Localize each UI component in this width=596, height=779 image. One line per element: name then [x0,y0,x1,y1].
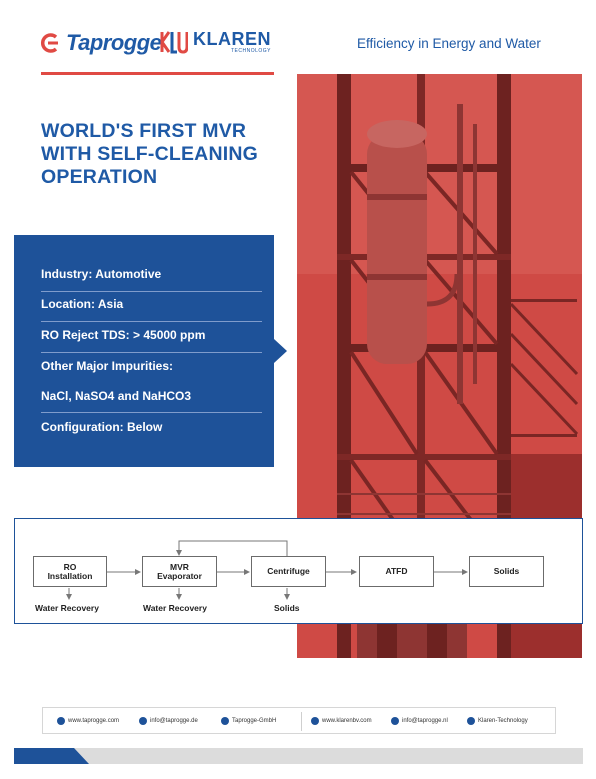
industry-text: Industry: Automotive [41,267,162,281]
page-title [41,120,301,189]
klaren-linkedin-text: Klaren-Technology [478,718,528,724]
process-flow-diagram [14,518,583,624]
info-divider [41,291,262,292]
taprogge-logo-icon [40,32,62,54]
taprogge-email-text: info@taprogge.de [150,718,198,724]
impurities-label: Other Major Impurities: [41,359,174,373]
klaren-website-link[interactable] [311,717,372,725]
ro-line-2: Installation [47,570,93,581]
tds-text: RO Reject TDS: > 45000 ppm [41,328,206,342]
globe-icon [311,717,319,725]
info-panel-pointer [274,339,287,363]
taprogge-logo [40,30,161,56]
mvr-line-1: MVR [170,561,189,572]
taprogge-website-link[interactable] [57,717,119,725]
title-line-3: OPERATION [41,166,158,188]
centrifuge-output-label: Solids [274,603,300,613]
taprogge-linkedin-link[interactable] [221,717,276,725]
solids-box-label: Solids [493,566,520,576]
klaren-website-text: www.klarenbv.com [322,718,372,724]
arrow-recycle-loop [179,541,287,556]
mvr-output-label: Water Recovery [143,603,207,613]
globe-icon [57,717,65,725]
centrifuge-box [251,556,326,587]
location-text: Location: Asia [41,297,124,311]
mvr-evaporator-box [142,556,217,587]
ro-line-1: RO [63,561,77,572]
atfd-label: ATFD [385,566,408,576]
klaren-logo-text: KLAREN [193,29,271,49]
footer-divider [301,712,302,731]
klaren-email-text: info@taprogge.nl [402,718,448,724]
configuration-text: Configuration: Below [41,420,163,434]
project-info-panel [14,235,274,467]
atfd-box [359,556,434,587]
taprogge-logo-text: Taprogge [66,30,162,55]
taprogge-email-link[interactable] [139,717,198,725]
klaren-logo [160,30,271,54]
klaren-email-link[interactable] [391,717,448,725]
info-divider [41,412,262,413]
ro-output-label: Water Recovery [35,603,99,613]
mvr-line-2: Evaporator [157,570,202,581]
mail-icon [391,717,399,725]
bottom-accent-bar [14,748,583,764]
taprogge-website-text: www.taprogge.com [68,718,120,724]
tagline: Efficiency in Energy and Water [357,36,541,51]
info-divider [41,321,262,322]
title-line-1: WORLD'S FIRST MVR [41,120,247,142]
mail-icon [139,717,147,725]
ro-installation-box [33,556,107,587]
centrifuge-label: Centrifuge [267,566,310,576]
linkedin-icon [467,717,475,725]
impurities-value: NaCl, NaSO4 and NaHCO3 [41,389,192,403]
contact-footer [42,707,556,734]
klaren-logo-icon [160,30,188,54]
header-divider [41,72,274,75]
taprogge-linkedin-text: Taprogge-GmbH [232,718,277,724]
solids-box [469,556,544,587]
klaren-logo-subtext: TECHNOLOGY [230,48,271,54]
linkedin-icon [221,717,229,725]
info-divider [41,352,262,353]
klaren-linkedin-link[interactable] [467,717,528,725]
title-line-2: WITH SELF-CLEANING [41,143,258,165]
